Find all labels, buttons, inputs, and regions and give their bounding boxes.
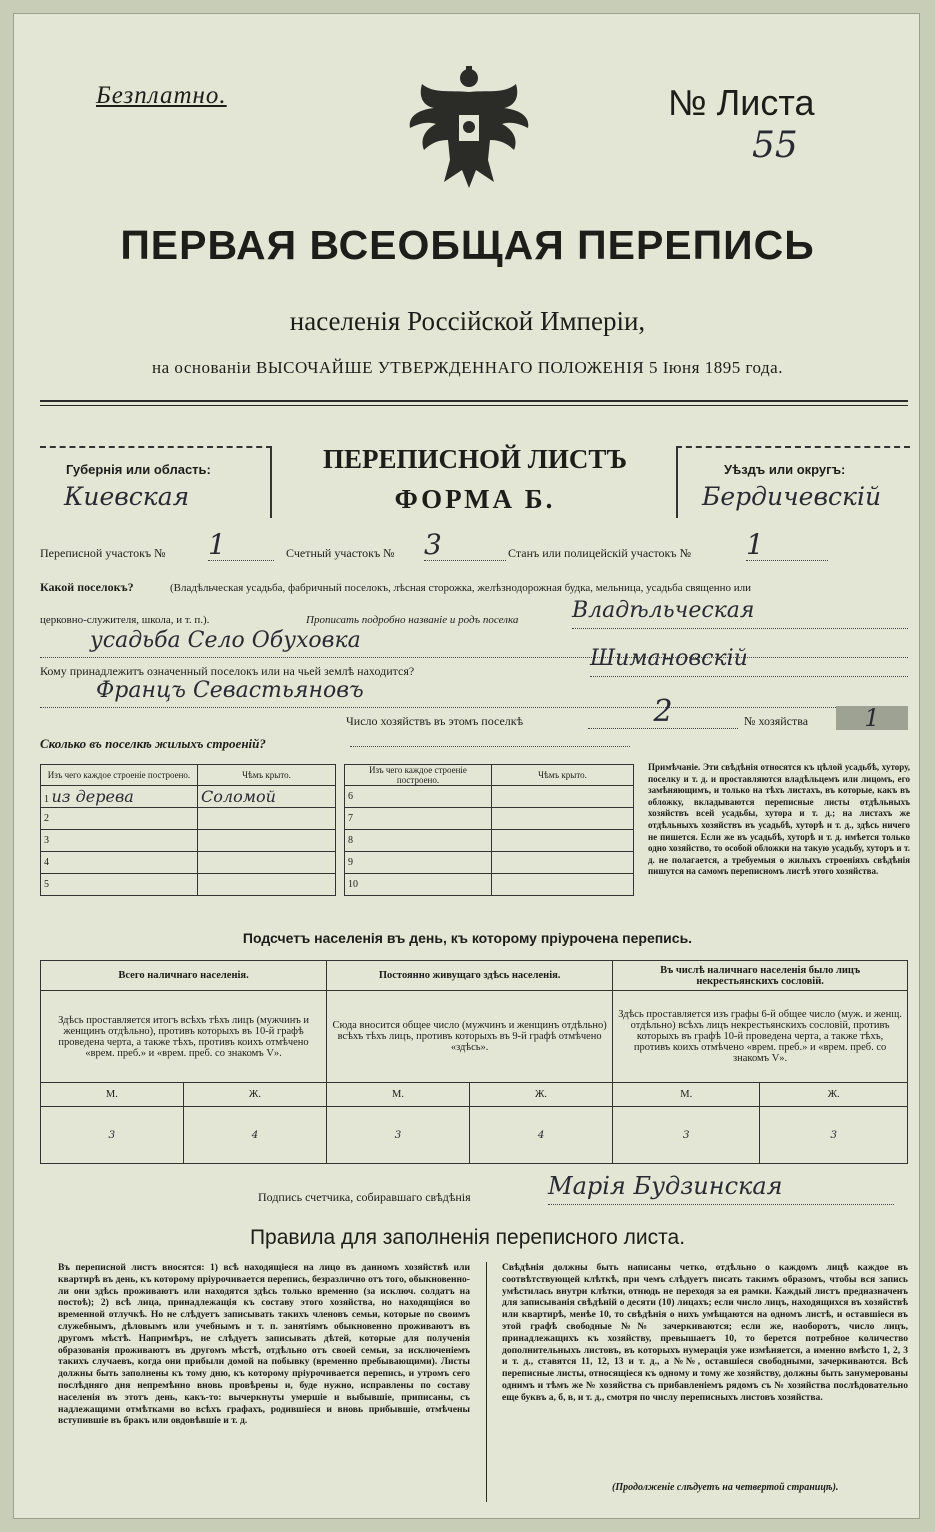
buildings-note: Примѣчаніе. Эти свѣдѣнія относятся къ цѣлой усадьбѣ, хутору, поселку и т. д. и проставляются владѣльцемъ или лицомъ, его замѣняющимъ, и только на тѣхъ листахъ, въ которые, какъ въ обложку, вкладываются переписные листы отдѣльныхъ хозяйствъ всей усадьбы, хутора и т. д.; на листахъ же отдѣльныхъ хозяйствъ въ усадьбѣ, хуторѣ и т. д., здѣсь ничего не пишется. Если же въ усадьбѣ, хуторѣ и т. д. имѣется только одно хозяйство, то особой обложки на такую усадьбу, хуторъ и т. д. не полагается, а требуемыя о жилыхъ строеніяхъ свѣдѣнія пишутся на самомъ переписномъ листѣ этого хозяйства. bbox=[648, 762, 910, 877]
signature-value: Марія Будзинская bbox=[548, 1172, 894, 1205]
building-roof bbox=[198, 874, 336, 896]
table-row bbox=[41, 808, 336, 830]
free-stamp: Безплатно. bbox=[96, 82, 227, 109]
row-number: 4 bbox=[41, 852, 198, 874]
row-number: 9 bbox=[345, 852, 492, 874]
sheet-number-label: № Листа bbox=[668, 82, 815, 123]
census-title: ПЕРВАЯ ВСЕОБЩАЯ ПЕРЕПИСЬ bbox=[120, 222, 815, 268]
table-row bbox=[41, 786, 336, 808]
rules-title: Правила для заполненія переписного листа. bbox=[249, 1226, 686, 1249]
settlement-value-line2: усадьба Село Обуховка bbox=[40, 628, 908, 658]
legal-basis-line: на основаніи ВЫСОЧАЙШЕ УТВЕРЖДЕННАГО ПОЛОЖЕНІЯ 5 Іюня 1895 года. bbox=[152, 358, 783, 377]
non-peasant-header: Въ числѣ наличнаго населенія было лицъ некрестьянскихъ сословій. bbox=[613, 961, 908, 991]
col-roof-header: Чѣмъ крыто. bbox=[492, 765, 634, 786]
province-label: Губернія или область: bbox=[66, 462, 211, 477]
double-headed-eagle-emblem-icon bbox=[404, 64, 534, 194]
permanent-population-text: Сюда вносится общее число (мужчинъ и женщинъ отдѣльно) всѣхъ тѣхъ лицъ, противъ которыхъ въ 9-й графѣ отмѣчено «здѣсь». bbox=[327, 991, 613, 1083]
present-population-text: Здѣсь проставляется итогъ всѣхъ тѣхъ лицъ (мужчинъ и женщинъ отдѣльно), противъ которыхъ въ 10-й графѣ проведена черта, а также тѣхъ, противъ коихъ отмѣчено «врем. преб.» и «врем. преб. со знакомъ V». bbox=[41, 991, 327, 1083]
permanent-male-count: 3 bbox=[327, 1107, 470, 1164]
form-name: ФОРМА Б. bbox=[394, 484, 556, 514]
settlement-hint: (Владѣльческая усадьба, фабричный поселокъ, лѣсная сторожка, желѣзнодорожная будка, мельница, усадьба священно или bbox=[170, 582, 752, 594]
stan-value: 1 bbox=[746, 528, 828, 561]
female-header: Ж. bbox=[469, 1083, 612, 1107]
non-peasant-male-count: 3 bbox=[613, 1107, 760, 1164]
continued-note: (Продолженіе слѣдуетъ на четвертой страницѣ). bbox=[612, 1482, 839, 1493]
female-header: Ж. bbox=[760, 1083, 908, 1107]
sheet-number-value: 55 bbox=[752, 125, 798, 166]
table-row bbox=[345, 830, 634, 852]
building-roof bbox=[198, 830, 336, 852]
count-title: Подсчетъ населенія въ день, къ которому пріурочена перепись. bbox=[242, 930, 693, 946]
present-population-header: Всего наличнаго населенія. bbox=[41, 961, 327, 991]
table-row bbox=[41, 874, 336, 896]
buildings-answer-line bbox=[350, 746, 630, 747]
male-header: М. bbox=[327, 1083, 470, 1107]
rules-left-column: Въ переписной листъ вносятся: 1) всѣ находящіеся на лицо въ данномъ хозяйствѣ или квартирѣ въ день, къ которому пріурочивается перепись, безразлично отъ того, обыкновенно-ли они здѣсь проживаютъ или находятся здѣсь только временно (за исключ. солдатъ на постоѣ); 2) всѣ лица, принадлежащія къ составу этого хозяйства, но находящіяся во временной отлучкѣ. Но не слѣдуетъ записывать такихъ членовъ семьи, которые по своимъ служебнымъ, дѣловымъ или учебнымъ и т. п. занятіямъ обыкновенно проживаютъ въ другомъ мѣстѣ. Напримѣръ, не слѣдуетъ записывать дѣтей, которые для полученія образованія проживаютъ въ другомъ мѣстѣ, отдѣльно отъ своей семьи, за исключеніемъ такихъ случаевъ, когда они прибыли домой на побывку (временно пребывающими). Листы должны быть заполнены къ тому дню, къ которому пріурочивается перепись, и утромъ сего послѣдняго дня непремѣнно вновь провѣрены и, буде нужно, исправлены по составу населенія въ этотъ день, какъ-то: вычеркнуты умершіе и выбывшіе, приписаны, съ надлежащими отмѣтками во всѣхъ графахъ, родившіеся и вновь прибывшіе, отмѣчены вступившіе въ бракъ или овдовѣвшіе и т. д. bbox=[58, 1262, 470, 1427]
col-roof-header: Чѣмъ крыто. bbox=[198, 765, 336, 786]
population-count-table bbox=[40, 960, 908, 1164]
households-label: Число хозяйствъ въ этомъ поселкѣ bbox=[346, 714, 524, 728]
province-box bbox=[40, 446, 272, 518]
census-subtitle: населенія Россійской Имперіи, bbox=[289, 306, 646, 336]
building-material: из дерева bbox=[51, 787, 134, 806]
building-roof bbox=[492, 852, 634, 874]
rules-right-column: Свѣдѣнія должны быть написаны четко, отдѣльно о каждомъ лицѣ каждое въ соотвѣтствующей клѣткѣ, при чемъ слѣдуетъ писать такимъ образомъ, чтобы вся запись умѣстилась внутри клѣтки, отнюдь не переходя за ея рамки. Каждый листъ предназначенъ для записыванія свѣдѣній о десяти (10) лицахъ; если число лицъ, находящихся въ хозяйствѣ или квартирѣ, менѣе 10, то свѣдѣнія о нихъ умѣщаются на одномъ листѣ, и оставшіеся въ этой графѣ свободные №№ зачеркиваются; если же, наоборотъ, число лицъ, принадлежащихъ къ хозяйству, превышаетъ 10, то берется потребное количество дополнительныхъ листовъ, въ которыхъ нумерація уже измѣняется, а именно вмѣсто 1, 2, 3 и т. д., ставятся 11, 12, 13 и т. д., а №№, оставшіеся свободными, зачеркиваются. Всѣ переписные листы, относящіеся къ одному и тому же хозяйству, должны быть занумерованы однимъ и тѣмъ же № хозяйства съ прибавленіемъ рядомъ съ № хозяйства послѣдовательно еще буквъ а, б, в, и т. д., смотря по числу переписныхъ листовъ хозяйства. bbox=[502, 1262, 908, 1403]
buildings-table-right bbox=[344, 764, 634, 896]
present-female-count: 4 bbox=[183, 1107, 326, 1164]
female-header: Ж. bbox=[183, 1083, 326, 1107]
stan-label: Станъ или полицейскій участокъ № bbox=[508, 546, 692, 560]
settlement-hint-2: церковно-служителя, школа, и т. п.). bbox=[40, 614, 210, 626]
owner-value-line2: Францъ Севастьяновъ bbox=[40, 678, 908, 708]
col-material-header: Изъ чего каждое строеніе построено. bbox=[41, 765, 198, 786]
census-section-label: Переписной участокъ № bbox=[40, 546, 166, 560]
table-row bbox=[345, 786, 634, 808]
row-number: 8 bbox=[345, 830, 492, 852]
district-label: Уѣздъ или округъ: bbox=[724, 462, 846, 477]
buildings-question: Сколько въ поселкѣ жилыхъ строеній? bbox=[40, 736, 266, 751]
present-male-count: 3 bbox=[41, 1107, 184, 1164]
settlement-instruction: Прописать подробно названіе и родъ поселка bbox=[306, 614, 519, 626]
row-number: 10 bbox=[345, 874, 492, 896]
counting-section-value: 3 bbox=[424, 528, 506, 561]
table-row bbox=[345, 852, 634, 874]
settlement-value-line1: Владѣльческая bbox=[572, 598, 908, 629]
building-roof bbox=[198, 808, 336, 830]
counting-section-label: Счетный участокъ № bbox=[286, 546, 395, 560]
table-row bbox=[41, 830, 336, 852]
column-divider bbox=[486, 1262, 487, 1502]
household-number-label: № хозяйства bbox=[744, 714, 809, 728]
row-number: 2 bbox=[41, 808, 198, 830]
row-number: 1 bbox=[44, 794, 49, 805]
row-number: 3 bbox=[41, 830, 198, 852]
district-box bbox=[676, 446, 910, 518]
table-row bbox=[41, 852, 336, 874]
row-number: 7 bbox=[345, 808, 492, 830]
col-material-header: Изъ чего каждое строеніе построено. bbox=[345, 765, 492, 786]
census-section-value: 1 bbox=[208, 528, 274, 561]
male-header: М. bbox=[41, 1083, 184, 1107]
building-roof bbox=[492, 830, 634, 852]
province-value: Киевская bbox=[64, 482, 190, 511]
row-number: 5 bbox=[41, 874, 198, 896]
signature-label: Подпись счетчика, собиравшаго свѣдѣнія bbox=[258, 1190, 471, 1204]
building-roof: Соломой bbox=[201, 787, 276, 806]
non-peasant-text: Здѣсь проставляется изъ графы 6-й общее число (муж. и женщ. отдѣльно) всѣхъ лицъ некрестьянскихъ сословій, противъ которыхъ въ графѣ 10-й проведена черта, а также тѣхъ, противъ коихъ отмѣчено «врем. преб.» и «врем. преб. со знакомъ V». bbox=[613, 991, 908, 1083]
divider bbox=[40, 400, 908, 402]
non-peasant-female-count: 3 bbox=[760, 1107, 908, 1164]
table-row bbox=[345, 874, 634, 896]
form-heading: ПЕРЕПИСНОЙ ЛИСТЪ bbox=[322, 444, 628, 474]
owner-question: Кому принадлежитъ означенный поселокъ или на чьей землѣ находится? bbox=[40, 664, 415, 678]
table-row bbox=[345, 808, 634, 830]
settlement-question: Какой поселокъ? bbox=[40, 580, 134, 594]
households-value: 2 bbox=[588, 694, 738, 729]
permanent-female-count: 4 bbox=[469, 1107, 612, 1164]
district-value: Бердичевскiй bbox=[702, 482, 882, 511]
building-roof bbox=[198, 852, 336, 874]
row-number: 6 bbox=[345, 786, 492, 808]
owner-value-line1: Шимановскій bbox=[590, 646, 908, 677]
male-header: М. bbox=[613, 1083, 760, 1107]
household-number-value: 1 bbox=[836, 706, 908, 730]
buildings-table-left bbox=[40, 764, 336, 896]
building-roof bbox=[492, 786, 634, 808]
permanent-population-header: Постоянно живущаго здѣсь населенія. bbox=[327, 961, 613, 991]
divider bbox=[40, 405, 908, 406]
building-roof bbox=[492, 808, 634, 830]
building-roof bbox=[492, 874, 634, 896]
